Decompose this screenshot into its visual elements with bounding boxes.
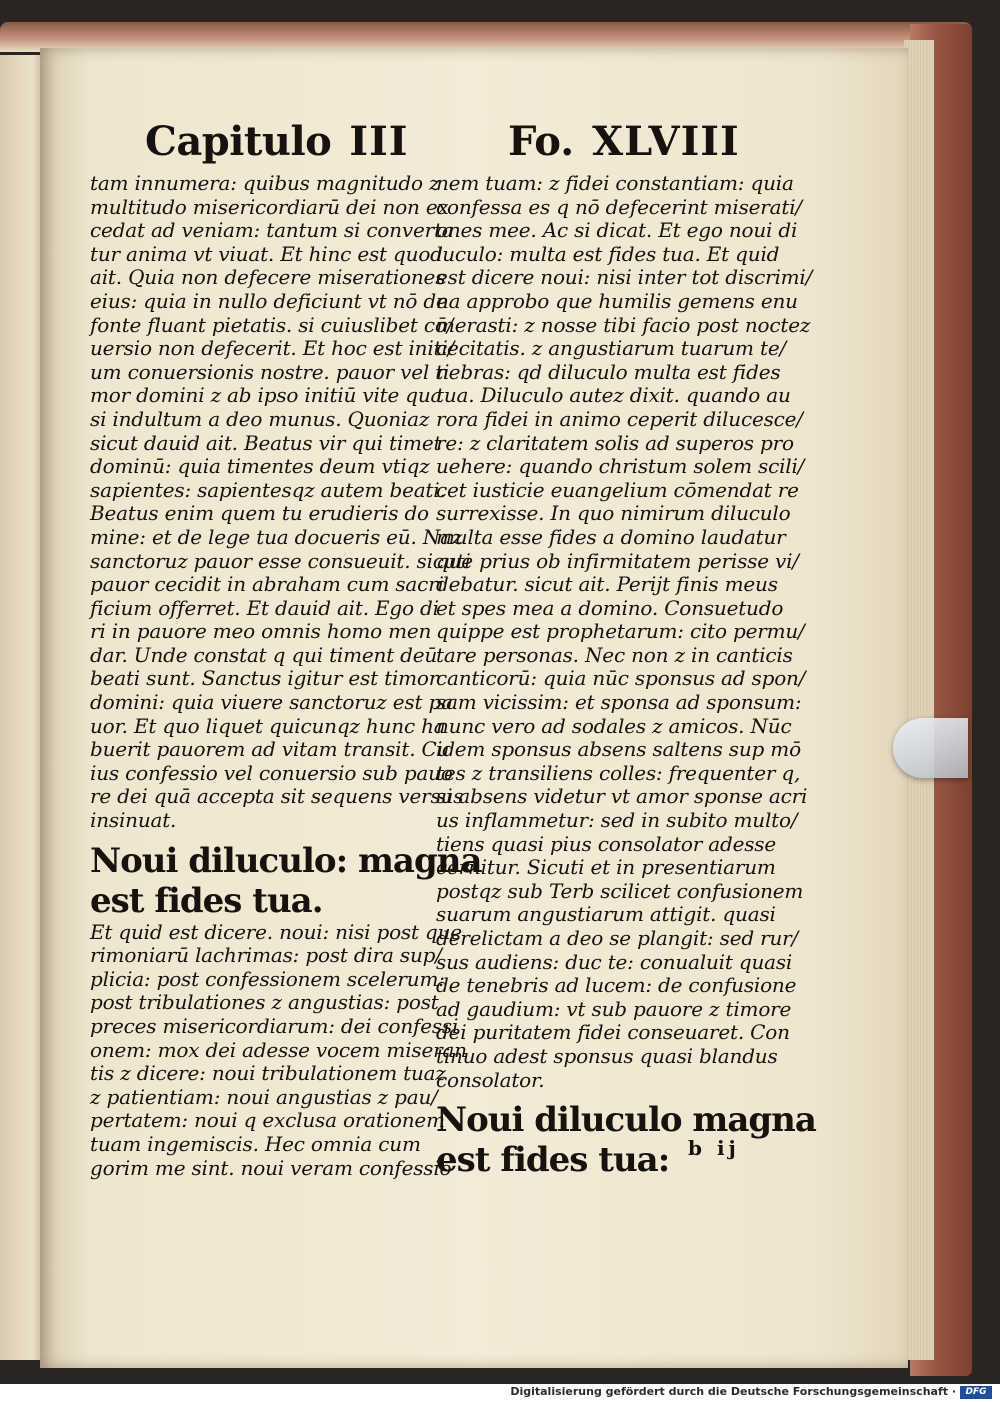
right-column-line: dei puritatem fidei conseuaret. Con xyxy=(436,1020,790,1045)
left-column-line: beati sunt. Sanctus igitur est timor xyxy=(90,666,439,691)
right-column-body xyxy=(436,171,813,1092)
right-column-line: suarum angustiarum attigit. quasi xyxy=(436,902,776,927)
left-column-line: dominū: quia timentes deum vtiqz xyxy=(90,454,430,479)
left-column-line: buerit pauorem ad vitam transit. Cu xyxy=(90,737,450,762)
right-column-line: sus audiens: duc te: conualuit quasi xyxy=(436,949,793,974)
left-column-continued-line: gorim me sint. noui veram confessio xyxy=(90,1155,452,1180)
right-column-line: rora fidei in animo ceperit dilucesce/ xyxy=(436,406,803,431)
left-column-line: sicut dauid ait. Beatus vir qui timet xyxy=(90,430,442,455)
right-column-line: confessa es q nō defecerint miserati/ xyxy=(436,194,802,219)
left-column-line: um conuersionis nostre. pauor vel ti xyxy=(90,359,450,384)
running-head-chapter-label: Capitulo xyxy=(145,118,332,165)
left-column-line: cedat ad veniam: tantum si converta xyxy=(90,218,454,243)
left-column-line: insinuat. xyxy=(90,808,177,833)
right-heading-line-2: est fides tua: xyxy=(436,1140,670,1181)
left-column-line: Beatus enim quem tu erudieris do xyxy=(90,501,429,526)
left-column-line: ius confessio vel conuersio sub pauo xyxy=(90,760,453,785)
right-column-line: de tenebris ad lucem: de confusione xyxy=(436,973,797,998)
right-column-line: canticorū: quia nūc sponsus ad spon/ xyxy=(436,666,806,691)
page-stack-edge xyxy=(904,40,934,1360)
left-column-line: fonte fluant pietatis. si cuiuslibet cō/ xyxy=(90,312,454,337)
right-column-line: cernitur. Sicuti et in presentiarum xyxy=(436,855,776,880)
running-head-folio-label: Fo. xyxy=(508,118,575,165)
left-column-line: sanctoruz pauor esse consueuit. sicuti xyxy=(90,548,471,573)
left-column-line: re dei quā accepta sit sequens versus xyxy=(90,784,464,809)
right-column-line: re: z claritatem solis ad superos pro xyxy=(436,430,794,455)
running-head-left xyxy=(145,118,409,168)
right-column-line: us inflammetur: sed in subito multo/ xyxy=(436,808,798,833)
left-column-continued-line: onem: mox dei adesse vocem miseran xyxy=(90,1037,467,1062)
right-column-line: sam vicissim: et sponsa ad sponsum: xyxy=(436,690,802,715)
footer-bar xyxy=(0,1384,1000,1402)
left-column-line: multitudo misericordiarū dei non ex xyxy=(90,194,449,219)
left-column-continued-line: tuam ingemiscis. Hec omnia cum xyxy=(90,1131,421,1156)
dfg-logo: DFG xyxy=(960,1386,992,1399)
left-column-body xyxy=(90,171,471,833)
left-column-line: uersio non defecerit. Et hoc est initi/ xyxy=(90,336,455,361)
right-column-line: uehere: quando christum solem scili/ xyxy=(436,454,805,479)
right-column-line: nem tuam: z fidei constantiam: quia xyxy=(436,171,794,195)
right-column-line: derelictam a deo se plangit: sed rur/ xyxy=(436,926,799,950)
running-head-chapter-number: III xyxy=(349,118,409,165)
right-column-line: tes z transiliens colles: frequenter q, xyxy=(436,760,801,785)
right-column-line: tua. Diluculo autez dixit. quando au xyxy=(436,383,791,408)
left-column-line: mine: et de lege tua docueris eū. Naz xyxy=(90,524,463,549)
left-column-continued-line: post tribulationes z angustias: post xyxy=(90,990,439,1015)
left-column-line: domini: quia viuere sanctoruz est pa xyxy=(90,690,453,715)
left-heading-line-2: est fides tua. xyxy=(90,880,323,921)
right-column-line: tare personas. Nec non z in canticis xyxy=(436,642,793,667)
left-column-line: uor. Et quo liquet quicunqz hunc ha xyxy=(90,713,446,738)
running-head-right xyxy=(508,118,740,168)
right-column-line: cet iusticie euangelium cōmendat re xyxy=(436,477,799,502)
right-column-line: ones mee. Ac si dicat. Et ego noui di xyxy=(436,218,798,243)
left-column-continued-line: rimoniarū lachrimas: post dira sup/ xyxy=(90,943,442,968)
left-column-continued-line: preces misericordiarum: dei confessi xyxy=(90,1014,459,1038)
left-column-line: si indultum a deo munus. Quoniaz xyxy=(90,406,430,431)
right-column-line: multa esse fides a domino laudatur xyxy=(436,524,786,549)
left-column-line: ait. Quia non defecere miserationes xyxy=(90,265,446,290)
left-column-continued-line: plicia: post confessionem scelerum: xyxy=(90,966,445,991)
right-column-line: que prius ob infirmitatem perisse vi/ xyxy=(436,548,799,573)
right-column-line: si absens videtur vt amor sponse acri xyxy=(436,784,808,809)
signature-mark: b ij xyxy=(688,1136,740,1160)
left-column-line: tur anima vt viuat. Et hinc est quod xyxy=(90,241,443,266)
text-column-right xyxy=(436,171,816,1181)
left-column-line: mor domini z ab ipso initiū vite qua xyxy=(90,383,443,408)
left-column-continued-line: z patientiam: noui angustias z pau/ xyxy=(90,1084,438,1109)
left-column-continued-line: Et quid est dicere. noui: nisi post que xyxy=(90,919,462,944)
left-column-line: ficium offerret. Et dauid ait. Ego di xyxy=(90,595,439,620)
right-column-line: quippe est prophetarum: cito permu/ xyxy=(436,619,805,644)
left-column-line: ri in pauore meo omnis homo men xyxy=(90,619,432,644)
right-column-line: idem sponsus absens saltens sup mō xyxy=(436,737,801,762)
right-column-line: debatur. sicut ait. Perijt finis meus xyxy=(436,572,778,597)
right-heading-line-1: Noui diluculo magna xyxy=(436,1100,816,1141)
right-column-line: na approbo que humilis gemens enu xyxy=(436,288,798,313)
left-column-line: tam innumera: quibus magnitudo z xyxy=(90,171,440,195)
right-column-line: tiens quasi pius consolator adesse xyxy=(436,831,776,856)
right-column-line: nebras: qd diluculo multa est fides xyxy=(436,359,781,384)
right-column-line: consolator. xyxy=(436,1067,545,1092)
right-column-line: tinuo adest sponsus quasi blandus xyxy=(436,1043,778,1068)
footer-credit: Digitalisierung gefördert durch die Deutsche Forschungsgemeinschaft · xyxy=(510,1385,956,1398)
right-column-line: est dicere noui: nisi inter tot discrimi/ xyxy=(436,265,813,290)
right-column-line: merasti: z nosse tibi facio post noctez xyxy=(436,312,811,337)
left-column-line: pauor cecidit in abraham cum sacri xyxy=(90,572,444,597)
right-column-line: luculo: multa est fides tua. Et quid xyxy=(436,241,780,266)
left-column-continued-line: pertatem: noui q exclusa orationem xyxy=(90,1108,445,1133)
left-column-line: sapientes: sapientesqz autem beati. xyxy=(90,477,446,502)
right-column-line: surrexisse. In quo nimirum diluculo xyxy=(436,501,791,526)
right-column-line: et spes mea a domino. Consuetudo xyxy=(436,595,784,620)
left-heading-line-1: Noui diluculo: magna xyxy=(90,840,482,881)
left-column-line: eius: quia in nullo deficiunt vt nō de xyxy=(90,288,448,313)
right-column-line: nunc vero ad sodales z amicos. Nūc xyxy=(436,713,792,738)
page-clip xyxy=(893,718,968,778)
right-column-line: ad gaudium: vt sub pauore z timore xyxy=(436,996,792,1021)
left-column-continued-line: tis z dicere: noui tribulationem tuaz xyxy=(90,1061,446,1086)
text-column-left xyxy=(90,171,482,1180)
right-column-line: postqz sub Terb scilicet confusionem xyxy=(436,878,804,903)
left-column-body-continued xyxy=(90,919,467,1181)
left-column-line: dar. Unde constat q qui timent deū xyxy=(90,642,438,667)
running-head-folio-number: XLVIII xyxy=(592,118,740,165)
right-column-line: cecitatis. z angustiarum tuarum te/ xyxy=(436,336,786,361)
